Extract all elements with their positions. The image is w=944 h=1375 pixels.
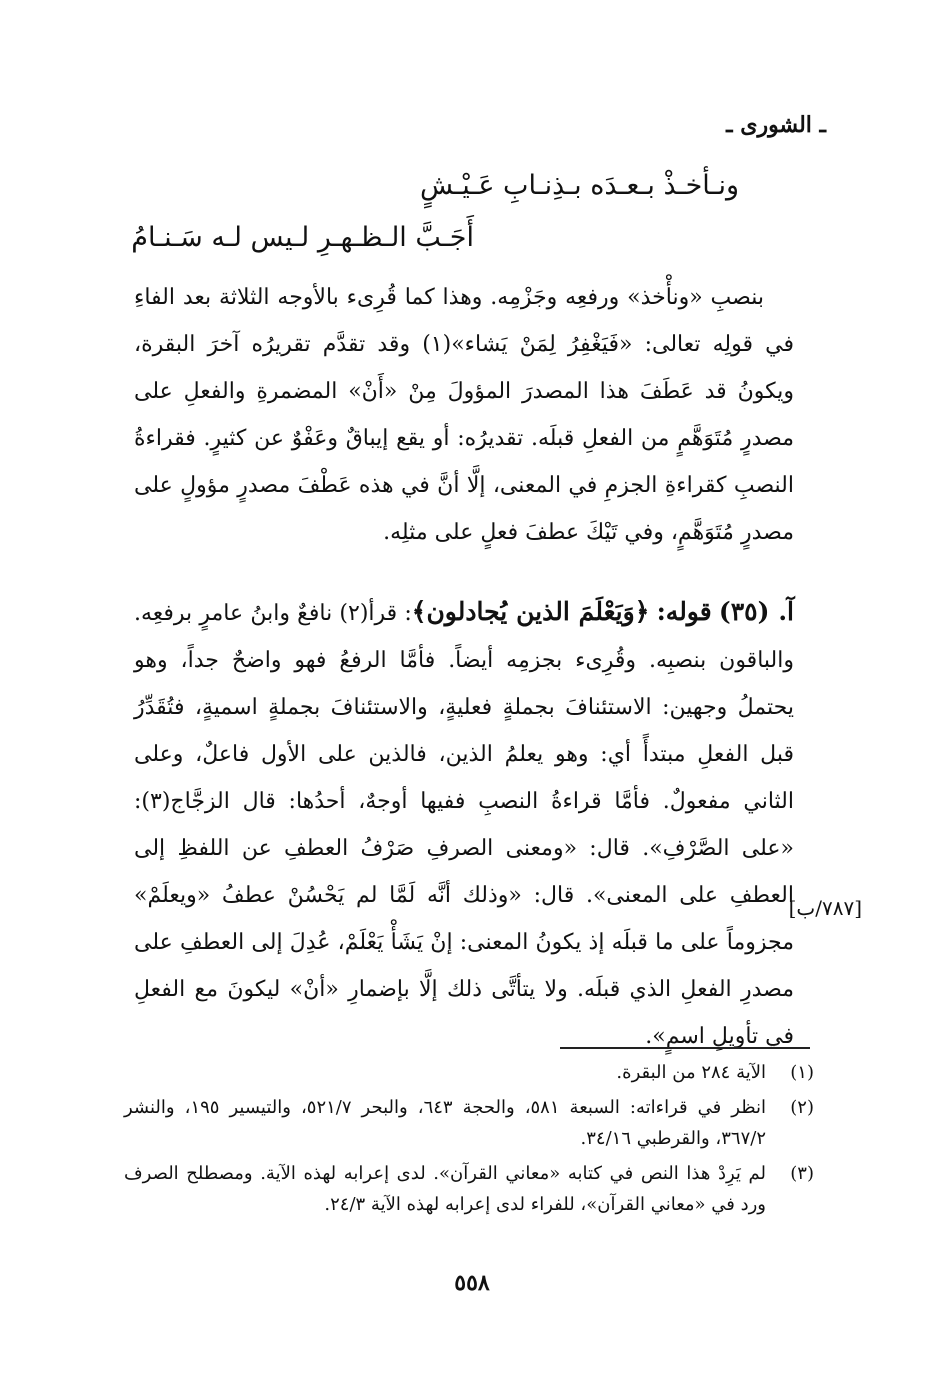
verse-entry-intro: قوله:: [656, 597, 712, 626]
footnote: [124, 1057, 814, 1088]
footnote: [124, 1092, 814, 1154]
running-head: ـ الشورى ـ: [726, 112, 826, 138]
page-number: ٥٥٨: [454, 1270, 490, 1296]
verse-first-hemistich: ونـأخـذْ بـعـدَه بـذِنـابِ عَـيْـشٍ: [419, 170, 739, 201]
footnote-number: (٢): [790, 1097, 814, 1118]
footnote-number: (٣): [790, 1163, 814, 1184]
verse-entry-paragraph: [134, 588, 794, 1060]
footnote: [124, 1158, 814, 1220]
verse-entry-number: آ. (٣٥): [718, 597, 795, 626]
verse-entry-body: : قرأ(٢) نافعٌ وابنُ عامرٍ برفعِه. والباقون بنصبِه. وقُرِىء بجزمِه أيضاً. فأمَّا الرفعُ فهو واضحٌ جداً، وهو يحتملُ وجهين: الاستئنافَ بجملةٍ فعليةٍ، والاستئنافَ بجملةٍ اسميةٍ، فتُقَدِّرُ قبل الفعلِ مبتدأً أي: وهو يعلمُ الذين، فالذين على الأول فاعلٌ، وعلى الثاني مفعولٌ. فأمَّا قراءةُ النصبِ ففيها أوجهٌ، أحدُها: قال الزجَّاج(٣): «على الصَّرْفِ». قال: «ومعنى الصرفِ صَرْفُ العطفِ عن اللفظِ إلى العطفِ على المعنى». قال: «وذلك أنَّه لَمَّا لم يَحْسُنْ عطفُ «ويعلَمْ» مجزوماً على ما قبلَه إذ يكونُ المعنى: إنْ يَشَأْ يَعْلَمْ، عُدِلَ إلى العطفِ على مصدرِ الفعلِ الذي قبلَه. ولا يتأتَّى ذلك إلَّا بإضمارِ «أنْ» ليكونَ مع الفعلِ في تأويلِ اسمٍ».: [134, 601, 794, 1049]
verse-second-hemistich: أَجَـبَّ الـظـهـرِ لـيس لـه سَـنـامُ: [131, 222, 474, 253]
footnote-text: الآية ٢٨٤ من البقرة.: [616, 1062, 766, 1083]
footnote-text: انظر في قراءاته: السبعة ٥٨١، والحجة ٦٤٣، والبحر ٥٢١/٧، والتيسير ١٩٥، والنشر ٣٦٧/٢، والقرطبي ٣٤/١٦.: [124, 1097, 766, 1149]
footnote-text: لم يَرِدْ هذا النص في كتابه «معاني القرآن». لدى إعرابه لهذه الآية. ومصطلح الصرف ورد في «معاني القرآن»، للفراء لدى إعرابه لهذه الآية ٢٤/٣.: [124, 1163, 766, 1215]
footnotes: [124, 1057, 814, 1224]
footnote-number: (١): [790, 1062, 814, 1083]
manuscript-folio-marker: [٧٨٧/ب]: [788, 896, 862, 920]
quranic-lemma: ﴿وَيَعْلَمَ الذين يُجادلون﴾: [411, 597, 650, 626]
footnote-divider: [560, 1047, 810, 1049]
commentary-paragraph: بنصبِ «ونأْخذ» ورفعِه وجَزْمِه. وهذا كما قُرِىء بالأوجه الثلاثة بعد الفاءِ في قولِه تعالى: «فَيَغْفِرُ لِمَنْ يَشاء»(١) وقد تقدَّم تقريرُه آخرَ البقرة، ويكونُ قد عَطَفَ هذا المصدرَ المؤولَ مِنْ «أَنْ» المضمرةِ والفعلِ على مصدرٍ مُتَوَهَّمٍ من الفعلِ قبلَه. تقديرُه: أو يقع إيباقٌ وعَفْوٌ عن كثيرٍ. فقراءةُ النصبِ كقراءةِ الجزمِ في المعنى، إلَّا أنَّ في هذه عَطْفَ مصدرٍ مؤولٍ على مصدرٍ مُتَوَهَّمٍ، وفي تَيْكَ عطفَ فعلٍ على مثلِه.: [134, 285, 794, 545]
